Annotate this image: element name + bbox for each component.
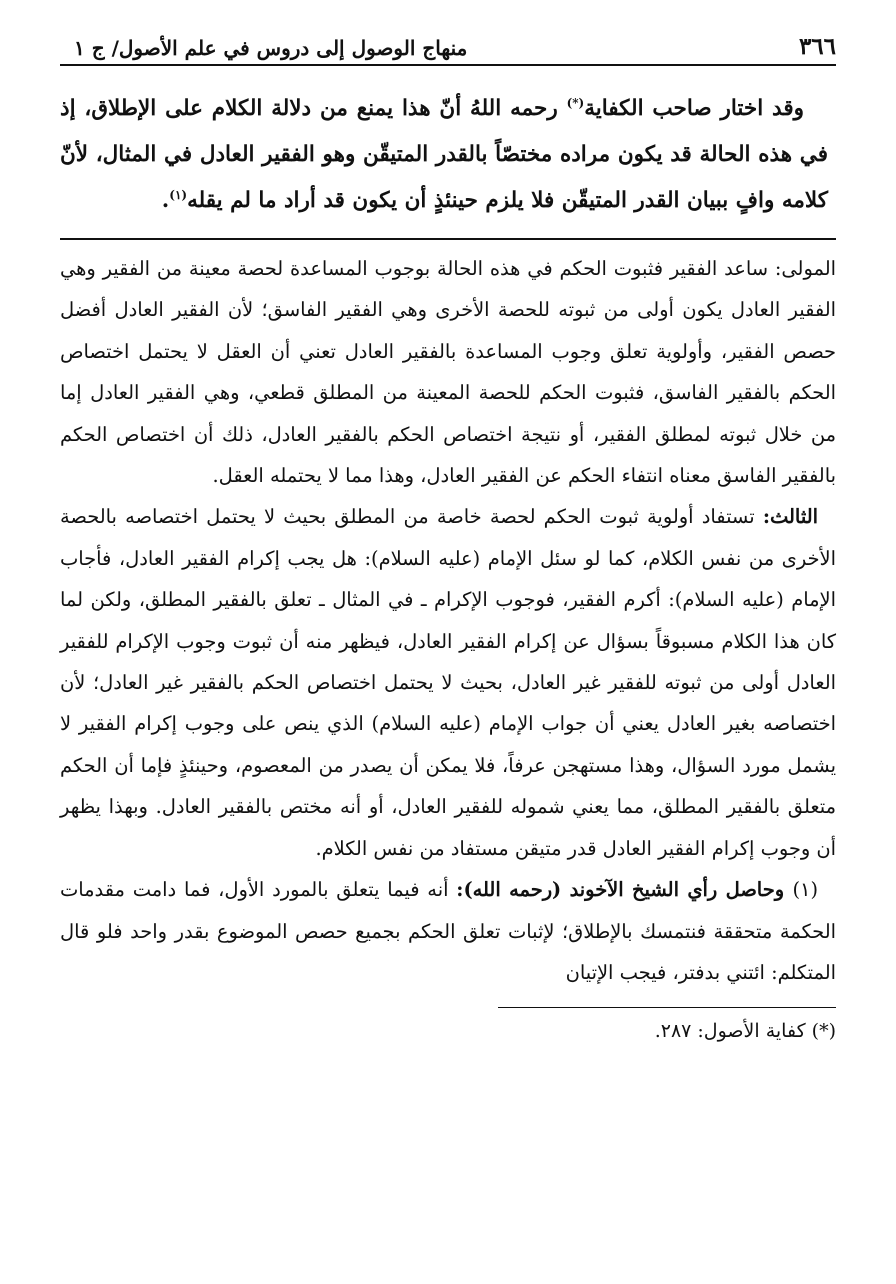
footnote-divider [498, 1007, 836, 1008]
note-reference-1: (١) [169, 187, 188, 202]
footnote-text: كفاية الأصول: ٢٨٧. [654, 1020, 812, 1043]
note-paragraph-third [60, 496, 836, 869]
page-header [60, 28, 836, 66]
running-title: منهاج الوصول إلى دروس في علم الأصول/ ج ١ [74, 36, 468, 60]
note-paragraph-continued: المولى: ساعد الفقير فثبوت الحكم في هذه الحالة بوجوب المساعدة لحصة معينة من الفقير وهي الفقير العادل يكون أولى من ثبوته للحصة الأخرى وهي الفقير الفاسق؛ لأن الفقير العادل أفضل حصص الفقير، وأولوية تعلق وجوب المساعدة بالفقير العادل تعني أن العقل لا يحتمل اختصاص الحكم بالفقير الفاسق، فثبوت الحكم للحصة المعينة من المطلق قطعي، وهي الفقير العادل إما من خلال ثبوته لمطلق الفقير، أو نتيجة اختصاص الحكم بالفقير العادل، ذلك أن اختصاص الحكم بالفقير الفاسق معناه انتفاء الحكم عن الفقير العادل، وهذا مما لا يحتمله العقل. [60, 257, 836, 488]
page-number: ٣٦٦ [798, 33, 836, 60]
main-paragraph [60, 86, 828, 224]
book-page [60, 28, 836, 1260]
notes-divider [60, 238, 836, 240]
footnote-reference-star: (*) [566, 95, 585, 110]
main-text-part-1: وقد اختار صاحب الكفاية [584, 96, 804, 121]
note-number: (١) [792, 878, 819, 902]
note-paragraph-1 [60, 869, 836, 993]
third-body: تستفاد أولوية ثبوت الحكم لحصة خاصة من المطلق بحيث لا يحتمل اختصاصه بالحصة الأخرى من نفس الكلام، كما لو سئل الإمام (عليه السلام): هل يجب إكرام الفقير العادل، فأجاب الإمام (عليه السلام): أكرم الفقير، فوجوب الإكرام ـ في المثال ـ تعلق بالفقير المطلق، ولكن لما كان هذا الكلام مسبوقاً بسؤال عن إكرام الفقير العادل، فيظهر منه أن ثبوت وجوب الإكرام للفقير العادل أولى من ثبوته للفقير غير العادل، بحيث لا يحتمل اختصاص الحكم بالفقير غير العادل؛ لأن اختصاصه بغير العادل يعني أن جواب الإمام (عليه السلام) الذي ينص على وجوب إكرام الفقير لا يشمل مورد السؤال، وهذا مستهجن عرفاً، فلا يمكن أن يصدر من المعصوم، وحينئذٍ فإما أن الحكم متعلق بالفقير المطلق، مما يعني شموله للفقير العادل، أو أنه مختص بالفقير العادل. وبهذا يظهر أن وجوب إكرام الفقير العادل قدر متيقن مستفاد من نفس الكلام. [60, 505, 836, 860]
main-text-end: . [161, 188, 170, 213]
main-text [60, 86, 836, 224]
note-body: أنه فيما يتعلق بالمورد الأول، فما دامت مقدمات الحكمة متحققة فنتمسك بالإطلاق؛ لإثبات تعلق الحكم بجميع حصص الموضوع بقدر واحد فلو قال المتكلم: ائتني بدفتر، فيجب الإتيان [60, 878, 836, 984]
main-text-part-2: رحمه اللهُ أنّ هذا يمنع من دلالة الكلام على الإطلاق، إذ في هذه الحالة قد يكون مراده مختصّاً بالقدر المتيقّن وهو الفقير العادل في المثال، لأنّ كلامه وافٍ ببيان القدر المتيقّن فلا يلزم حينئذٍ أن يكون قد أراد ما لم يقله [60, 96, 828, 213]
note-heading: وحاصل رأي الشيخ الآخوند (رحمه الله): [456, 878, 793, 902]
third-heading: الثالث: [762, 505, 818, 529]
notes-section [60, 248, 836, 993]
footnote-mark: (*) [811, 1020, 836, 1043]
footnote [60, 1016, 836, 1046]
